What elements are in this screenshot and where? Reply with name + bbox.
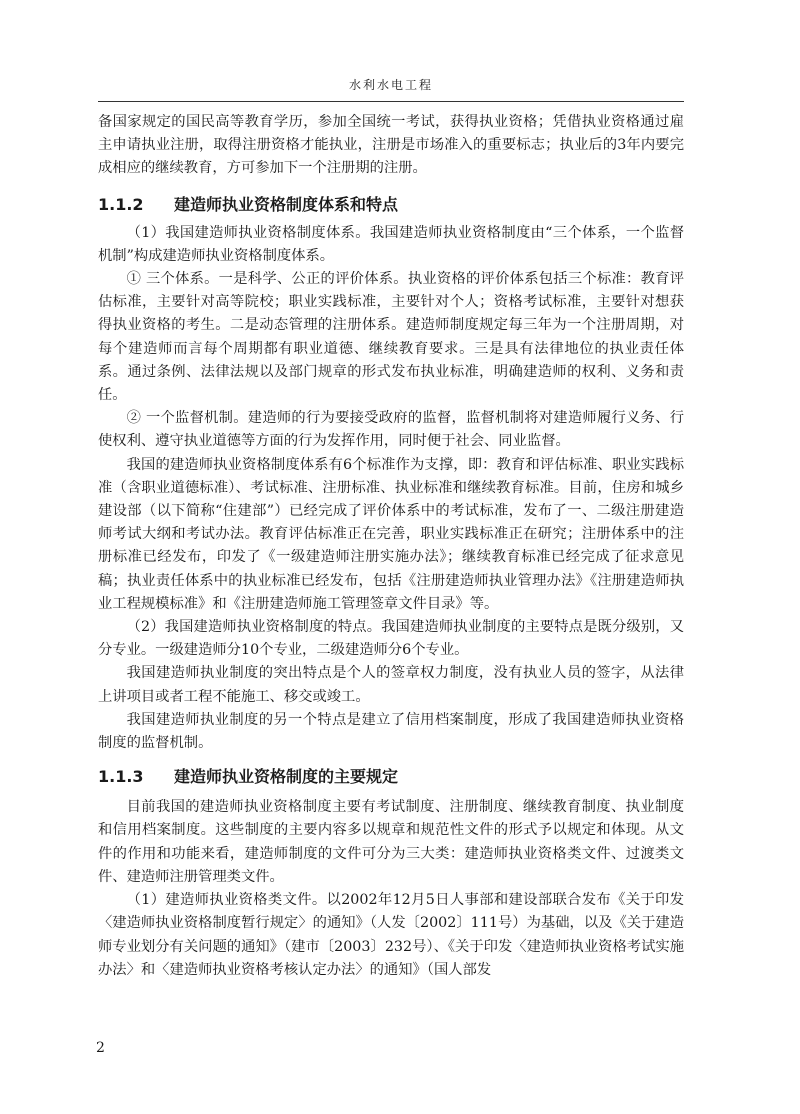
page-body bbox=[98, 111, 684, 982]
paragraph: ① 三个体系。一是科学、公正的评价体系。执业资格的评价体系包括三个标准：教育评估标准，主要针对高等院校；职业实践标准，主要针对个人；资格考试标准，主要针对想获得执业资格的考生。二是动态管理的注册体系。建造师制度规定每三年为一个注册周期，对每个建造师而言每个周期都有职业道德、继续教育要求。三是具有法律地位的执业责任体系。通过条例、法律法规以及部门规章的形式发布执业标准，明确建造师的权利、义务和责任。 bbox=[98, 271, 684, 404]
paragraph: 目前我国的建造师执业资格制度主要有考试制度、注册制度、继续教育制度、执业制度和信用档案制度。这些制度的主要内容多以规章和规范性文件的形式予以规定和体现。从文件的作用和功能来看，建造师制度的文件可分为三大类：建造师执业资格类文件、过渡类文件、建造师注册管理类文件。 bbox=[98, 799, 684, 885]
page-number: 2 bbox=[96, 1040, 105, 1056]
paragraph: 我国建造师执业制度的另一个特点是建立了信用档案制度，形成了我国建造师执业资格制度的监督机制。 bbox=[98, 711, 684, 752]
paragraph: 备国家规定的国民高等教育学历，参加全国统一考试，获得执业资格；凭借执业资格通过雇主申请执业注册，取得注册资格才能执业，注册是市场准入的重要标志；执业后的3年内要完成相应的继续教育，方可参加下一个注册期的注册。 bbox=[98, 114, 684, 177]
section-title: 建造师执业资格制度的主要规定 bbox=[174, 767, 399, 787]
section-number: 1.1.3 bbox=[98, 767, 144, 787]
section-title: 建造师执业资格制度体系和特点 bbox=[174, 194, 399, 214]
section-heading-1-1-2 bbox=[98, 193, 684, 216]
paragraph: （2）我国建造师执业资格制度的特点。我国建造师执业制度的主要特点是既分级别，又分专业。一级建造师分10个专业，二级建造师分6个专业。 bbox=[98, 619, 684, 659]
section-number: 1.1.2 bbox=[98, 194, 144, 214]
section-heading-1-1-3 bbox=[98, 765, 684, 788]
header-rule bbox=[98, 101, 684, 102]
paragraph: （1）建造师执业资格类文件。以2002年12月5日人事部和建设部联合发布《关于印发〈建造师执业资格制度暂行规定〉的通知》（人发〔2002〕111号）为基础，以及《关于建造师专业划分有关问题的通知》（建市〔2003〕232号）、《关于印发〈建造师执业资格考试实施办法〉和〈建造师执业资格考核认定办法〉的通知》（国人部发 bbox=[98, 892, 684, 978]
paragraph: （1）我国建造师执业资格制度体系。我国建造师执业资格制度由“三个体系，一个监督机制”构成建造师执业资格制度体系。 bbox=[98, 224, 684, 264]
paragraph: ② 一个监督机制。建造师的行为要接受政府的监督，监督机制将对建造师履行义务、行使权利、遵守执业道德等方面的行为发挥作用，同时便于社会、同业监督。 bbox=[98, 410, 684, 450]
running-header: 水利水电工程 bbox=[348, 78, 433, 92]
paragraph: 我国建造师执业制度的突出特点是个人的签章权力制度，没有执业人员的签字，从法律上讲项目或者工程不能施工、移交或竣工。 bbox=[98, 665, 684, 705]
paragraph: 我国的建造师执业资格制度体系有6个标准作为支撑，即：教育和评估标准、职业实践标准（含职业道德标准）、考试标准、注册标准、执业标准和继续教育标准。目前，住房和城乡建设部（以下简称“住建部”）已经完成了评价体系中的考试标准，发布了一、二级注册建造师考试大纲和考试办法。教育评估标准正在完善，职业实践标准正在研究；注册体系中的注册标准已经发布，印发了《一级建造师注册实施办法》；继续教育标准已经完成了征求意见稿；执业责任体系中的执业标准已经发布，包括《注册建造师执业管理办法》《注册建造师执业工程规模标准》和《注册建造师施工管理签章文件目录》等。 bbox=[98, 456, 684, 612]
